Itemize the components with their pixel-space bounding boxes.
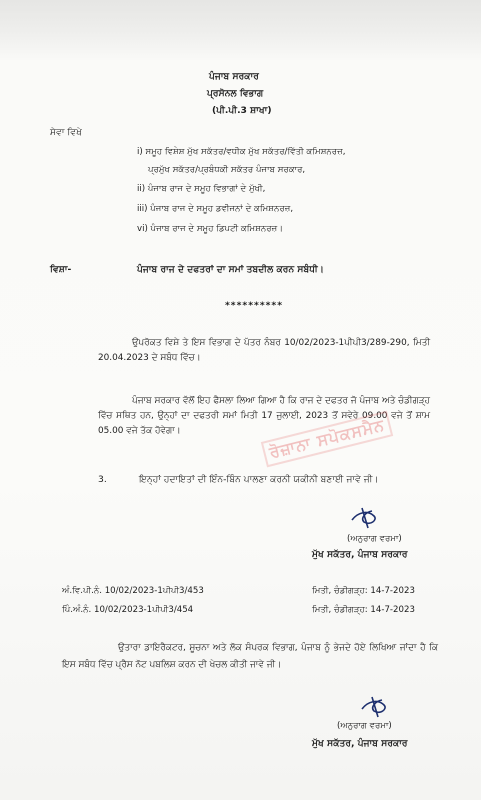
paragraph-4: ਉਤਾਰਾ ਡਾਇਰੈਕਟਰ, ਸੂਚਨਾ ਅਤੇ ਲੋਕ ਸੰਪਰਕ ਵਿਭਾਗ, ਪੰਜਾਬ ਨੂੰ ਭੇਜਦੇ ਹੋਏ ਲਿਖਿਆ ਜਾਂਦਾ ਹੈ ਕਿ ਇਸ ਸਬੰਧ ਵਿੱਚ ਪ੍ਰੈਸ ਨੋਟ ਪਬਲਿਸ਼ ਕਰਨ ਦੀ ਖੇਚਲ ਕੀਤੀ ਜਾਵੇ ਜੀ। bbox=[62, 643, 438, 670]
paragraph-2: ਪੰਜਾਬ ਸਰਕਾਰ ਵੱਲੋਂ ਇਹ ਫੈਸਲਾ ਲਿਆ ਗਿਆ ਹੈ ਕਿ ਰਾਜ ਦੇ ਦਫਤਰ ਜੋ ਪੰਜਾਬ ਅਤੇ ਚੰਡੀਗੜ੍ਹ ਵਿੱਚ ਸਥਿਤ ਹਨ, ਉਨ੍ਹਾਂ ਦਾ ਦਫਤਰੀ ਸਮਾਂ ਮਿਤੀ 17 ਜੁਲਾਈ, 2023 ਤੋਂ ਸਵੇਰੇ 09.00 ਵਜੇ ਤੋਂ ਸ਼ਾਮ 05.00 ਵਜੇ ਤੱਕ ਹੋਵੇਗਾ। bbox=[98, 396, 430, 436]
paragraph-1: ਉਪਰੋਕਤ ਵਿਸ਼ੇ ਤੇ ਇਸ ਵਿਭਾਗ ਦੇ ਪੱਤਰ ਨੰਬਰ 10/02/2023-1ਪੀਪੀ3/289-290, ਮਿਤੀ 20.04.2023 ਦੇ ਸਬੰਧ ਵਿੱਚ। bbox=[98, 338, 430, 363]
endorsement-2-ref: ਪਿੰ.ਅੰ.ਨੰ. 10/02/2023-1ਪੀਪੀ3/454 bbox=[62, 605, 194, 615]
endorsement-2-date: ਮਿਤੀ, ਚੰਡੀਗੜ੍ਹ: 14-7-2023 bbox=[312, 605, 415, 615]
scan-shadow bbox=[0, 0, 481, 60]
subject-text: ਪੰਜਾਬ ਰਾਜ ਦੇ ਦਫਤਰਾਂ ਦਾ ਸਮਾਂ ਤਬਦੀਲ ਕਰਨ ਸਬੰਧੀ। bbox=[137, 264, 324, 275]
address-item: iii) ਪੰਜਾਬ ਰਾਜ ਦੇ ਸਮੂਹ ਡਵੀਜਨਾਂ ਦੇ ਕਮਿਸ਼ਨਰਜ਼, bbox=[137, 204, 294, 214]
header-line-1: ਪੰਜਾਬ ਸਰਕਾਰ bbox=[209, 71, 259, 82]
header-line-3: (ਪੀ.ਪੀ.3 ਸ਼ਾਖਾ) bbox=[212, 105, 272, 116]
address-label: ਸੇਵਾ ਵਿਖੇ bbox=[50, 127, 82, 138]
paragraph-3-number: 3. bbox=[98, 474, 107, 485]
subject-label: ਵਿਸ਼ਾ- bbox=[50, 264, 72, 275]
address-item: ii) ਪੰਜਾਬ ਰਾਜ ਦੇ ਸਮੂਹ ਵਿਭਾਗਾਂ ਦੇ ਮੁੱਖੀ, bbox=[137, 184, 266, 194]
signature-2-name: (ਅਨੁਰਾਗ ਵਰਮਾ) bbox=[337, 721, 392, 731]
signature-1-mark bbox=[348, 506, 384, 530]
signature-2-title: ਮੁੱਖ ਸਕੱਤਰ, ਪੰਜਾਬ ਸਰਕਾਰ bbox=[312, 738, 408, 749]
address-item: vi) ਪੰਜਾਬ ਰਾਜ ਦੇ ਸਮੂਹ ਡਿਪਟੀ ਕਮਿਸ਼ਨਰਜ਼। bbox=[137, 224, 284, 234]
address-item: ਪ੍ਰਮੁੱਖ ਸਕੱਤਰ/ਪ੍ਰਬੰਧਕੀ ਸਕੱਤਰ ਪੰਜਾਬ ਸਰਕਾਰ, bbox=[148, 165, 306, 175]
signature-2-mark bbox=[358, 695, 394, 719]
endorsement-1-ref: ਅੰ.ਵਿ.ਪੀ.ਨੰ. 10/02/2023-1ਪੀਪੀ3/453 bbox=[62, 586, 204, 596]
separator: ********** bbox=[225, 300, 284, 311]
endorsement-1-date: ਮਿਤੀ, ਚੰਡੀਗੜ੍ਹ: 14-7-2023 bbox=[312, 586, 415, 596]
watermark: ਰੋਜ਼ਾਨਾ ਸਪੋਕਸਮੈਨ bbox=[261, 411, 394, 468]
address-item: i) ਸਮੂਹ ਵਿਸ਼ੇਸ਼ ਮੁੱਖ ਸਕੱਤਰ/ਵਧੀਕ ਮੁੱਖ ਸਕੱਤਰ/ਵਿੱਤੀ ਕਮਿਸ਼ਨਰਜ਼, bbox=[137, 147, 346, 157]
header-line-2: ਪ੍ਰਸੋਨਲ ਵਿਭਾਗ bbox=[207, 88, 264, 99]
signature-1-title: ਮੁੱਖ ਸਕੱਤਰ, ਪੰਜਾਬ ਸਰਕਾਰ bbox=[312, 549, 408, 560]
signature-1-name: (ਅਨੁਰਾਗ ਵਰਮਾ) bbox=[347, 534, 402, 544]
paragraph-3-text: ਇਨ੍ਹਾਂ ਹਦਾਇਤਾਂ ਦੀ ਇੰਨ-ਬਿੰਨ ਪਾਲਣਾ ਕਰਨੀ ਯਕੀਨੀ ਬਣਾਈ ਜਾਵੇ ਜੀ। bbox=[139, 474, 379, 485]
